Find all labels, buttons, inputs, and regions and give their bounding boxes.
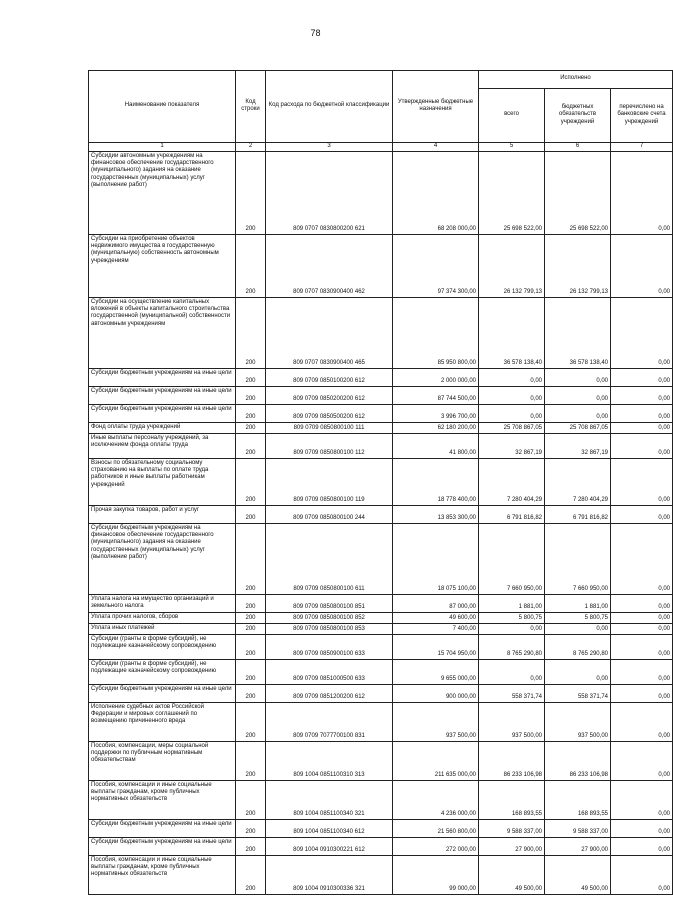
transferred-amount: 0,00 <box>611 506 673 524</box>
transferred-amount: 0,00 <box>611 781 673 820</box>
transferred-amount: 0,00 <box>611 152 673 235</box>
indicator-name: Субсидии бюджетным учреждениям на финансовое обеспечение государственного (муниципального) задания на оказание государственных (муниципальных) услуг (выполнение работ) <box>89 524 236 595</box>
executed-total: 8 765 290,80 <box>479 635 545 660</box>
classification-code: 809 0709 0850800100 852 <box>266 613 393 624</box>
indicator-name: Пособия, компенсации, меры социальной поддержки по публичным нормативным обязательствам <box>89 742 236 781</box>
indicator-name: Прочая закупка товаров, работ и услуг <box>89 506 236 524</box>
executed-total: 0,00 <box>479 405 545 423</box>
indicator-name: Субсидии на осуществление капитальных вложений в объекты капитального строительства государственной (муниципальной) собственности автономным учреждениям <box>89 298 236 369</box>
classification-code: 809 0709 0851200200 612 <box>266 685 393 703</box>
transferred-amount: 0,00 <box>611 595 673 613</box>
line-code: 200 <box>236 152 266 235</box>
table-row <box>89 595 673 613</box>
line-code: 200 <box>236 235 266 298</box>
approved-amount: 87 000,00 <box>393 595 479 613</box>
obligations-amount: 32 867,19 <box>545 434 611 459</box>
executed-total: 27 900,00 <box>479 838 545 856</box>
approved-amount: 937 500,00 <box>393 703 479 742</box>
obligations-amount: 0,00 <box>545 369 611 387</box>
column-numbers-row <box>89 143 673 152</box>
transferred-amount: 0,00 <box>611 635 673 660</box>
line-code: 200 <box>236 459 266 506</box>
approved-amount: 2 000 000,00 <box>393 369 479 387</box>
column-number: 7 <box>611 143 673 152</box>
approved-amount: 4 236 000,00 <box>393 781 479 820</box>
indicator-name: Субсидии автономным учреждениям на финансовое обеспечение государственного (муниципального) задания на оказание государственных (муниципальных) услуг (выполнение работ) <box>89 152 236 235</box>
line-code: 200 <box>236 595 266 613</box>
table-row <box>89 742 673 781</box>
transferred-amount: 0,00 <box>611 660 673 685</box>
indicator-name: Взносы по обязательному социальному страхованию на выплаты по оплате труда работников и иные выплаты работникам учреждений <box>89 459 236 506</box>
table-row <box>89 685 673 703</box>
approved-amount: 62 180 200,00 <box>393 423 479 434</box>
classification-code: 809 0709 0850800100 119 <box>266 459 393 506</box>
classification-code: 809 0709 0850100200 612 <box>266 369 393 387</box>
transferred-amount: 0,00 <box>611 742 673 781</box>
line-code: 200 <box>236 405 266 423</box>
approved-amount: 41 800,00 <box>393 434 479 459</box>
table-row <box>89 660 673 685</box>
obligations-amount: 558 371,74 <box>545 685 611 703</box>
table-row <box>89 434 673 459</box>
obligations-amount: 8 765 290,80 <box>545 635 611 660</box>
classification-code: 809 0707 0830900400 465 <box>266 298 393 369</box>
classification-code: 809 0709 0850200200 612 <box>266 387 393 405</box>
budget-execution-table <box>88 70 673 895</box>
classification-code: 809 0707 0830900400 462 <box>266 235 393 298</box>
classification-code: 809 0709 0850800100 111 <box>266 423 393 434</box>
table-row <box>89 423 673 434</box>
transferred-amount: 0,00 <box>611 459 673 506</box>
table-row <box>89 152 673 235</box>
indicator-name: Субсидии бюджетным учреждениям на иные цели <box>89 405 236 423</box>
line-code: 200 <box>236 624 266 635</box>
line-code: 200 <box>236 613 266 624</box>
table-row <box>89 856 673 895</box>
transferred-amount: 0,00 <box>611 624 673 635</box>
executed-total: 0,00 <box>479 387 545 405</box>
column-number: 6 <box>545 143 611 152</box>
classification-code: 809 0709 7077700100 831 <box>266 703 393 742</box>
indicator-name: Иные выплаты персоналу учреждений, за исключением фонда оплаты труда <box>89 434 236 459</box>
approved-amount: 21 560 800,00 <box>393 820 479 838</box>
indicator-name: Субсидии (гранты в форме субсидий), не подлежащие казначейскому сопровождению <box>89 635 236 660</box>
obligations-amount: 86 233 106,98 <box>545 742 611 781</box>
executed-total: 558 371,74 <box>479 685 545 703</box>
indicator-name: Субсидии бюджетным учреждениям на иные цели <box>89 838 236 856</box>
obligations-amount: 9 588 337,00 <box>545 820 611 838</box>
classification-code: 809 1004 0910300336 321 <box>266 856 393 895</box>
approved-amount: 85 950 800,00 <box>393 298 479 369</box>
transferred-amount: 0,00 <box>611 405 673 423</box>
executed-total: 937 500,00 <box>479 703 545 742</box>
approved-amount: 900 000,00 <box>393 685 479 703</box>
indicator-name: Фонд оплаты труда учреждений <box>89 423 236 434</box>
obligations-amount: 0,00 <box>545 405 611 423</box>
executed-total: 25 698 522,00 <box>479 152 545 235</box>
indicator-name: Пособия, компенсации и иные социальные выплаты гражданам, кроме публичных нормативных обязательств <box>89 856 236 895</box>
executed-total: 6 791 816,82 <box>479 506 545 524</box>
table-row <box>89 781 673 820</box>
executed-total: 9 588 337,00 <box>479 820 545 838</box>
obligations-amount: 25 708 867,05 <box>545 423 611 434</box>
indicator-name: Пособия, компенсации и иные социальные выплаты гражданам, кроме публичных нормативных обязательств <box>89 781 236 820</box>
approved-amount: 49 600,00 <box>393 613 479 624</box>
transferred-amount: 0,00 <box>611 369 673 387</box>
approved-amount: 87 744 500,00 <box>393 387 479 405</box>
table-row <box>89 369 673 387</box>
line-code: 200 <box>236 838 266 856</box>
indicator-name: Уплата прочих налогов, сборов <box>89 613 236 624</box>
obligations-amount: 27 900,00 <box>545 838 611 856</box>
approved-amount: 99 000,00 <box>393 856 479 895</box>
executed-total: 49 500,00 <box>479 856 545 895</box>
approved-amount: 68 208 000,00 <box>393 152 479 235</box>
header-executed-group: Исполнено <box>479 71 673 89</box>
table-row <box>89 820 673 838</box>
obligations-amount: 937 500,00 <box>545 703 611 742</box>
approved-amount: 15 704 950,00 <box>393 635 479 660</box>
table-row <box>89 298 673 369</box>
transferred-amount: 0,00 <box>611 703 673 742</box>
obligations-amount: 1 881,00 <box>545 595 611 613</box>
obligations-amount: 168 893,55 <box>545 781 611 820</box>
executed-total: 36 578 138,40 <box>479 298 545 369</box>
executed-total: 0,00 <box>479 660 545 685</box>
column-number: 4 <box>393 143 479 152</box>
header-executed-total: всего <box>479 89 545 143</box>
approved-amount: 97 374 300,00 <box>393 235 479 298</box>
table-row <box>89 838 673 856</box>
obligations-amount: 0,00 <box>545 387 611 405</box>
line-code: 200 <box>236 506 266 524</box>
transferred-amount: 0,00 <box>611 613 673 624</box>
obligations-amount: 49 500,00 <box>545 856 611 895</box>
transferred-amount: 0,00 <box>611 298 673 369</box>
table-row <box>89 235 673 298</box>
header-transferred-to-accounts: перечислено на банковские счета учреждений <box>611 89 673 143</box>
transferred-amount: 0,00 <box>611 423 673 434</box>
indicator-name: Уплата налога на имущество организаций и земельного налога <box>89 595 236 613</box>
classification-code: 809 0707 0830800200 621 <box>266 152 393 235</box>
executed-total: 86 233 106,98 <box>479 742 545 781</box>
obligations-amount: 0,00 <box>545 624 611 635</box>
approved-amount: 13 853 300,00 <box>393 506 479 524</box>
line-code: 200 <box>236 635 266 660</box>
classification-code: 809 1004 0851100340 321 <box>266 781 393 820</box>
obligations-amount: 6 791 816,82 <box>545 506 611 524</box>
obligations-amount: 5 800,75 <box>545 613 611 624</box>
classification-code: 809 1004 0851100340 612 <box>266 820 393 838</box>
classification-code: 809 0709 0850800100 851 <box>266 595 393 613</box>
line-code: 200 <box>236 685 266 703</box>
line-code: 200 <box>236 387 266 405</box>
table-row <box>89 635 673 660</box>
header-indicator-name: Наименование показателя <box>89 71 236 143</box>
approved-amount: 272 000,00 <box>393 838 479 856</box>
classification-code: 809 0709 0850500200 612 <box>266 405 393 423</box>
indicator-name: Субсидии бюджетным учреждениям на иные цели <box>89 685 236 703</box>
executed-total: 1 881,00 <box>479 595 545 613</box>
column-number: 1 <box>89 143 236 152</box>
line-code: 200 <box>236 781 266 820</box>
classification-code: 809 0709 0850800100 112 <box>266 434 393 459</box>
indicator-name: Субсидии бюджетным учреждениям на иные цели <box>89 369 236 387</box>
classification-code: 809 1004 0910300221 612 <box>266 838 393 856</box>
line-code: 200 <box>236 369 266 387</box>
obligations-amount: 36 578 138,40 <box>545 298 611 369</box>
executed-total: 7 660 950,00 <box>479 524 545 595</box>
line-code: 200 <box>236 703 266 742</box>
header-classification-code: Код расхода по бюджетной классификации <box>266 71 393 143</box>
indicator-name: Исполнение судебных актов Российской Федерации и мировых соглашений по возмещению причиненного вреда <box>89 703 236 742</box>
column-number: 5 <box>479 143 545 152</box>
column-number: 2 <box>236 143 266 152</box>
header-budget-obligations: бюджетных обязательств учреждений <box>545 89 611 143</box>
header-approved-appropriations: Утвержденные бюджетные назначения <box>393 71 479 143</box>
executed-total: 168 893,55 <box>479 781 545 820</box>
line-code: 200 <box>236 298 266 369</box>
approved-amount: 18 075 100,00 <box>393 524 479 595</box>
obligations-amount: 7 660 950,00 <box>545 524 611 595</box>
indicator-name: Субсидии бюджетным учреждениям на иные цели <box>89 387 236 405</box>
transferred-amount: 0,00 <box>611 820 673 838</box>
indicator-name: Уплата иных платежей <box>89 624 236 635</box>
table-row <box>89 524 673 595</box>
page-number: 78 <box>310 28 321 38</box>
column-number: 3 <box>266 143 393 152</box>
line-code: 200 <box>236 820 266 838</box>
executed-total: 25 708 867,05 <box>479 423 545 434</box>
line-code: 200 <box>236 423 266 434</box>
table-row <box>89 459 673 506</box>
table-row <box>89 624 673 635</box>
indicator-name: Субсидии бюджетным учреждениям на иные цели <box>89 820 236 838</box>
transferred-amount: 0,00 <box>611 434 673 459</box>
transferred-amount: 0,00 <box>611 838 673 856</box>
classification-code: 809 1004 0851100310 313 <box>266 742 393 781</box>
table-row <box>89 387 673 405</box>
classification-code: 809 0709 0851000500 633 <box>266 660 393 685</box>
header-line-code: Код строки <box>236 71 266 143</box>
executed-total: 26 132 799,13 <box>479 235 545 298</box>
executed-total: 0,00 <box>479 369 545 387</box>
table-row <box>89 506 673 524</box>
approved-amount: 211 635 000,00 <box>393 742 479 781</box>
approved-amount: 18 778 400,00 <box>393 459 479 506</box>
executed-total: 7 280 404,29 <box>479 459 545 506</box>
table-row <box>89 613 673 624</box>
line-code: 200 <box>236 856 266 895</box>
line-code: 200 <box>236 434 266 459</box>
table-row <box>89 703 673 742</box>
classification-code: 809 0709 0850800100 853 <box>266 624 393 635</box>
obligations-amount: 26 132 799,13 <box>545 235 611 298</box>
executed-total: 5 800,75 <box>479 613 545 624</box>
transferred-amount: 0,00 <box>611 387 673 405</box>
obligations-amount: 7 280 404,29 <box>545 459 611 506</box>
executed-total: 32 867,19 <box>479 434 545 459</box>
approved-amount: 9 655 000,00 <box>393 660 479 685</box>
classification-code: 809 0709 0850900100 633 <box>266 635 393 660</box>
line-code: 200 <box>236 742 266 781</box>
line-code: 200 <box>236 524 266 595</box>
classification-code: 809 0709 0850800100 244 <box>266 506 393 524</box>
line-code: 200 <box>236 660 266 685</box>
transferred-amount: 0,00 <box>611 856 673 895</box>
executed-total: 0,00 <box>479 624 545 635</box>
table-row <box>89 405 673 423</box>
indicator-name: Субсидии (гранты в форме субсидий), не подлежащие казначейскому сопровождению <box>89 660 236 685</box>
transferred-amount: 0,00 <box>611 235 673 298</box>
obligations-amount: 0,00 <box>545 660 611 685</box>
obligations-amount: 25 698 522,00 <box>545 152 611 235</box>
approved-amount: 3 996 700,00 <box>393 405 479 423</box>
transferred-amount: 0,00 <box>611 685 673 703</box>
approved-amount: 7 400,00 <box>393 624 479 635</box>
indicator-name: Субсидии на приобретение объектов недвижимого имущества в государственную (муниципальную) собственность автономным учреждениям <box>89 235 236 298</box>
classification-code: 809 0709 0850800100 611 <box>266 524 393 595</box>
transferred-amount: 0,00 <box>611 524 673 595</box>
